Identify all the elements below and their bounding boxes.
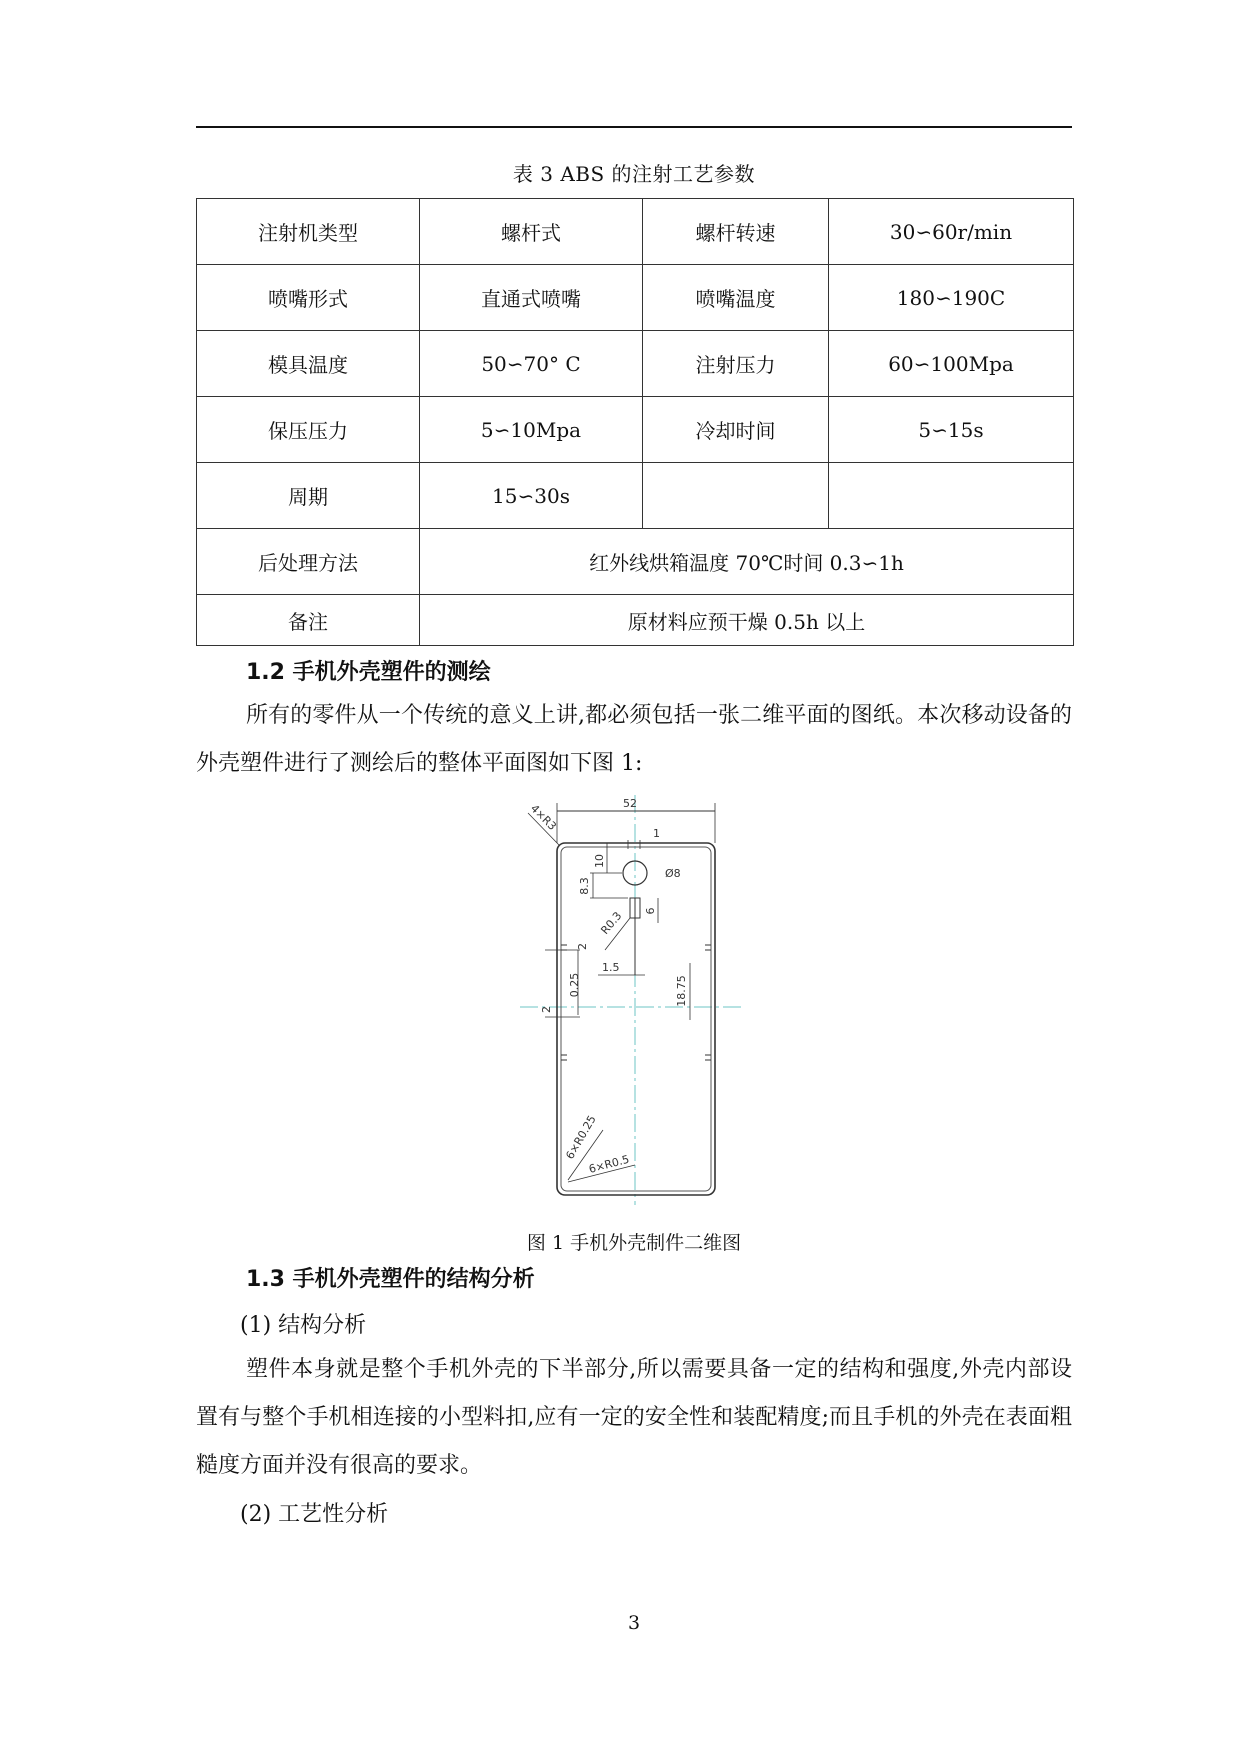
table-cell: 喷嘴温度 [643,265,829,331]
table-row [197,331,1074,397]
table-cell: 15∽30s [420,463,643,529]
paragraph-1-2: 所有的零件从一个传统的意义上讲,都必须包括一张二维平面的图纸。本次移动设备的外壳塑件进行了测绘后的整体平面图如下图 1: [196,703,1072,776]
table-cell: 5∽15s [829,397,1074,463]
table-cell: 喷嘴形式 [197,265,420,331]
dim-width: 52 [623,797,637,810]
table-cell [643,463,829,529]
table-cell: 180∽190C [829,265,1074,331]
subheading-structure-analysis: (1) 结构分析 [240,1313,367,1338]
dim-slot-radius: R0.3 [598,909,625,937]
table-cell: 注射压力 [643,331,829,397]
table-cell: 30∽60r/min [829,199,1074,265]
table-row [197,463,1074,529]
table-cell: 50∽70° C [420,331,643,397]
phone-shell-2d-drawing [510,785,750,1215]
table-cell: 模具温度 [197,331,420,397]
dim-hole-offset-top: 10 [593,854,606,868]
table-row [197,199,1074,265]
dim-outer-radius: 6×R0.5 [587,1152,631,1176]
table-cell [829,463,1074,529]
table-cell: 冷却时间 [643,397,829,463]
page-number: 3 [627,1612,641,1634]
table-cell: 后处理方法 [197,529,420,595]
dim-left-clip-a: 2 [576,943,589,950]
dim-slot-width: 1 [653,827,660,840]
dim-hole-offset-below: 8.3 [578,877,591,895]
header-rule [196,126,1072,128]
table-cell: 螺杆式 [420,199,643,265]
table-cell: 螺杆转速 [643,199,829,265]
dim-corner-radius: 4×R3 [527,801,559,833]
dim-inner-radius: 6×R0.25 [563,1113,599,1162]
table-cell: 备注 [197,595,420,646]
figure-caption: 图 1 手机外壳制件二维图 [526,1232,742,1254]
table-row [197,595,1074,646]
table-cell: 注射机类型 [197,199,420,265]
table-row [197,397,1074,463]
table-caption: 表 3 ABS 的注射工艺参数 [512,162,756,186]
table-cell: 保压压力 [197,397,420,463]
injection-params-table [196,198,1074,646]
dim-right-clip-span: 18.75 [675,975,688,1007]
section-heading-1-3: 1.3 手机外壳塑件的结构分析 [246,1267,535,1292]
subheading-process-analysis: (2) 工艺性分析 [240,1502,389,1527]
dim-slot-offset: 1.5 [602,961,620,974]
table-row [197,265,1074,331]
dim-slot-length: 6 [644,907,657,915]
table-cell: 直通式喷嘴 [420,265,643,331]
dim-left-clip-b: 0.25 [568,972,581,998]
paragraph-1-3: 塑件本身就是整个手机外壳的下半部分,所以需要具备一定的结构和强度,外壳内部设置有与整个手机相连接的小型料扣,应有一定的安全性和装配精度;而且手机的外壳在表面粗糙度方面并没有很高的要求。 [196,1357,1072,1478]
table-cell: 红外线烘箱温度 70℃时间 0.3∽1h [420,529,1074,595]
table-row [197,529,1074,595]
section-heading-1-2: 1.2 手机外壳塑件的测绘 [246,660,491,685]
dim-hole-diameter: Ø8 [665,867,681,880]
table-cell: 5∽10Mpa [420,397,643,463]
table-cell: 周期 [197,463,420,529]
table-cell: 60∽100Mpa [829,331,1074,397]
dim-left-clip-c: 2 [540,1006,553,1013]
table-cell: 原材料应预干燥 0.5h 以上 [420,595,1074,646]
